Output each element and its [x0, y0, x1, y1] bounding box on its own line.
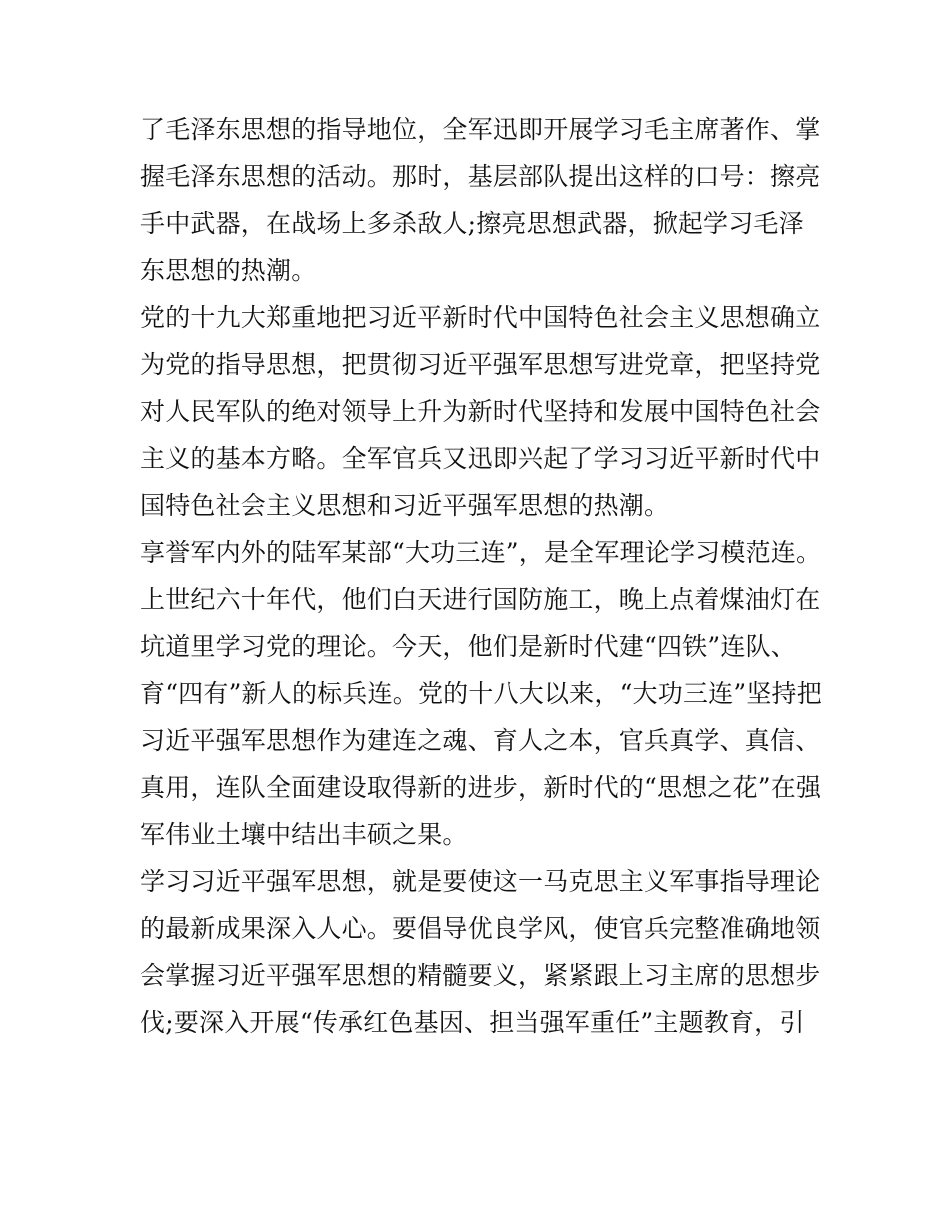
text-line: 为党的指导思想，把贯彻习近平强军思想写进党章，把坚持党 [140, 350, 821, 379]
text-line: 会掌握习近平强军思想的精髓要义，紧紧跟上习主席的思想步 [140, 961, 821, 990]
text-line: 享誉军内外的陆军某部“大功三连”，是全军理论学习模范连。 [140, 538, 822, 567]
text-line: 真用，连队全面建设取得新的进步，新时代的“思想之花”在强 [140, 773, 822, 802]
text-line: 军伟业土壤中结出丰硕之果。 [140, 820, 468, 849]
body-text [140, 106, 820, 1046]
text-line: 习近平强军思想作为建连之魂、育人之本，官兵真学、真信、 [140, 726, 821, 755]
text-line: 育“四有”新人的标兵连。党的十八大以来，“大功三连”坚持把 [140, 679, 822, 708]
text-line: 握毛泽东思想的活动。那时，基层部队提出这样的口号：擦亮 [140, 162, 821, 191]
text-line: 手中武器，在战场上多杀敌人;擦亮思想武器，掀起学习毛泽 [140, 209, 804, 238]
text-line: 坑道里学习党的理论。今天，他们是新时代建“四铁”连队、 [140, 632, 796, 661]
text-line: 东思想的热潮。 [140, 256, 317, 285]
text-line: 主义的基本方略。全军官兵又迅即兴起了学习习近平新时代中 [140, 444, 821, 473]
text-line: 国特色社会主义思想和习近平强军思想的热潮。 [140, 491, 670, 520]
text-line: 了毛泽东思想的指导地位，全军迅即开展学习毛主席著作、掌 [140, 115, 821, 144]
text-line: 的最新成果深入人心。要倡导优良学风，使官兵完整准确地领 [140, 914, 821, 943]
text-line: 伐;要深入开展“传承红色基因、担当强军重任”主题教育，引 [140, 1008, 805, 1037]
text-line: 对人民军队的绝对领导上升为新时代坚持和发展中国特色社会 [140, 397, 821, 426]
text-line: 学习习近平强军思想，就是要使这一马克思主义军事指导理论 [140, 867, 821, 896]
text-line: 上世纪六十年代，他们白天进行国防施工，晚上点着煤油灯在 [140, 585, 821, 614]
text-line: 党的十九大郑重地把习近平新时代中国特色社会主义思想确立 [140, 303, 821, 332]
